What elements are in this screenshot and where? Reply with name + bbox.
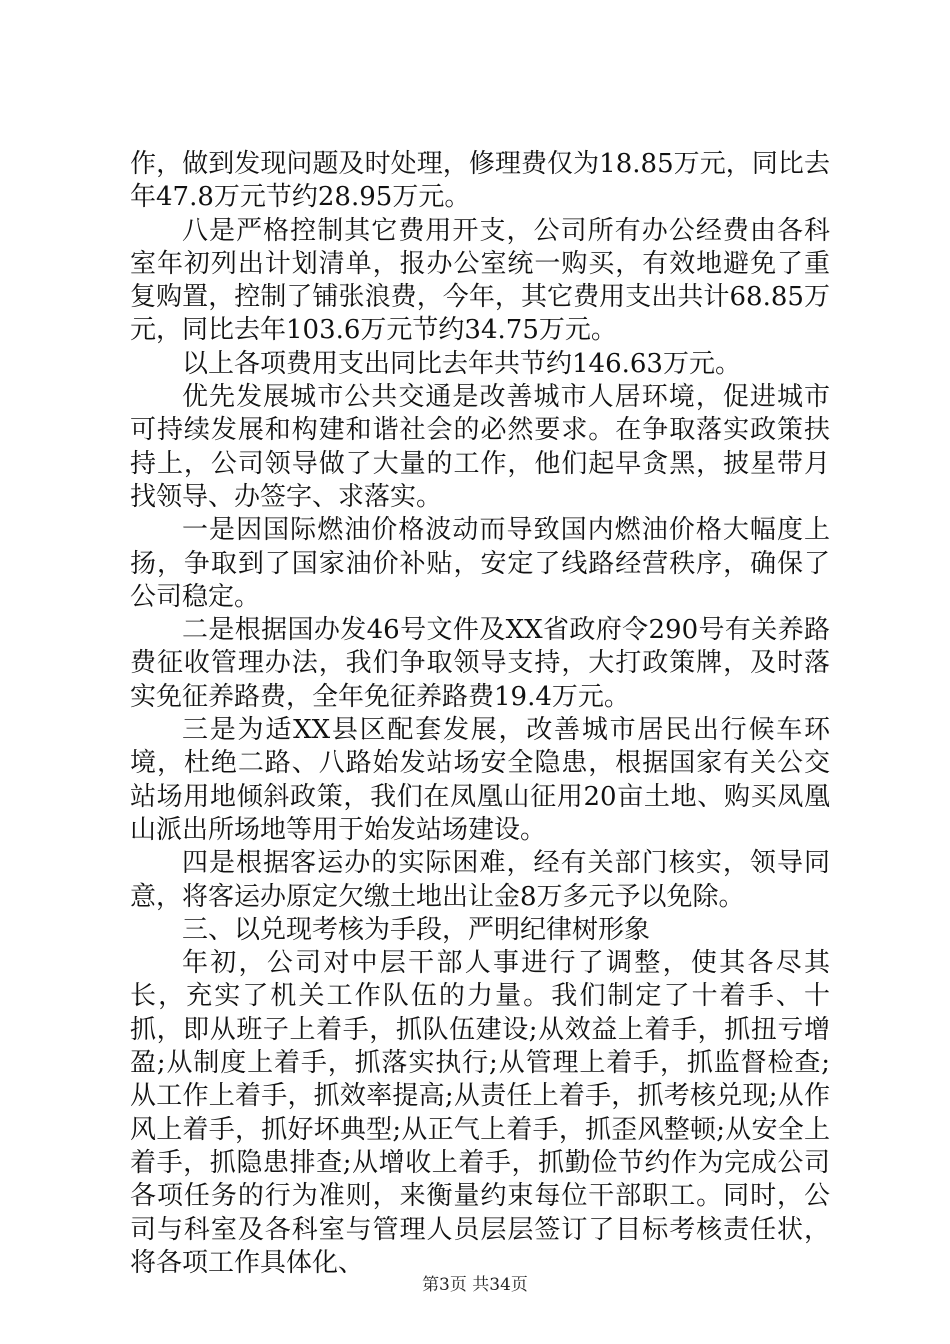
paragraph: 四是根据客运办的实际困难，经有关部门核实，领导同意，将客运办原定欠缴土地出让金8万多元予以免除。 xyxy=(130,848,830,912)
paragraph: 二是根据国办发46号文件及XX省政府令290号有关养路费征收管理办法，我们争取领导支持，大打政策牌，及时落实免征养路费，全年免征养路费19.4万元。 xyxy=(130,615,830,712)
page-number-footer: 第3页 共34页 xyxy=(422,1275,528,1295)
paragraph: 三是为适XX县区配套发展，改善城市居民出行候车环境，杜绝二路、八路始发站场安全隐患，根据国家有关公交站场用地倾斜政策，我们在凤凰山征用20亩土地、购买凤凰山派出所场地等用于始发站场建设。 xyxy=(130,715,830,845)
paragraph: 以上各项费用支出同比去年共节约146.63万元。 xyxy=(182,348,741,379)
paragraph: 八是严格控制其它费用开支，公司所有办公经费由各科室年初列出计划清单，报办公室统一购买，有效地避免了重复购置，控制了铺张浪费，今年，其它费用支出共计68.85万元，同比去年103.6万元节约34.75万元。 xyxy=(130,215,830,346)
paragraph: 作，做到发现问题及时处理，修理费仅为18.85万元，同比去年47.8万元节约28.95万元。 xyxy=(130,149,830,213)
document-body xyxy=(130,148,830,1280)
paragraph: 优先发展城市公共交通是改善城市人居环境，促进城市可持续发展和构建和谐社会的必然要求。在争取落实政策扶持上，公司领导做了大量的工作，他们起早贪黑，披星带月找领导、办签字、求落实。 xyxy=(130,382,830,512)
paragraph: 年初，公司对中层干部人事进行了调整，使其各尽其长，充实了机关工作队伍的力量。我们制定了十着手、十抓，即从班子上着手，抓队伍建设;从效益上着手，抓扭亏增盈;从制度上着手，抓落实执行;从管理上着手，抓监督检查;从工作上着手，抓效率提高;从责任上着手，抓考核兑现;从作风上着手，抓好坏典型;从正气上着手，抓歪风整顿;从安全上着手，抓隐患排查;从增收上着手，抓勤俭节约作为完成公司各项任务的行为准则，来衡量约束每位干部职工。同时，公司与科室及各科室与管理人员层层签订了目标考核责任状，将各项工作具体化、 xyxy=(130,948,830,1278)
paragraph: 一是因国际燃油价格波动而导致国内燃油价格大幅度上扬，争取到了国家油价补贴，安定了线路经营秩序，确保了公司稳定。 xyxy=(130,515,830,612)
section-heading: 三、以兑现考核为手段，严明纪律树形象 xyxy=(182,914,651,945)
